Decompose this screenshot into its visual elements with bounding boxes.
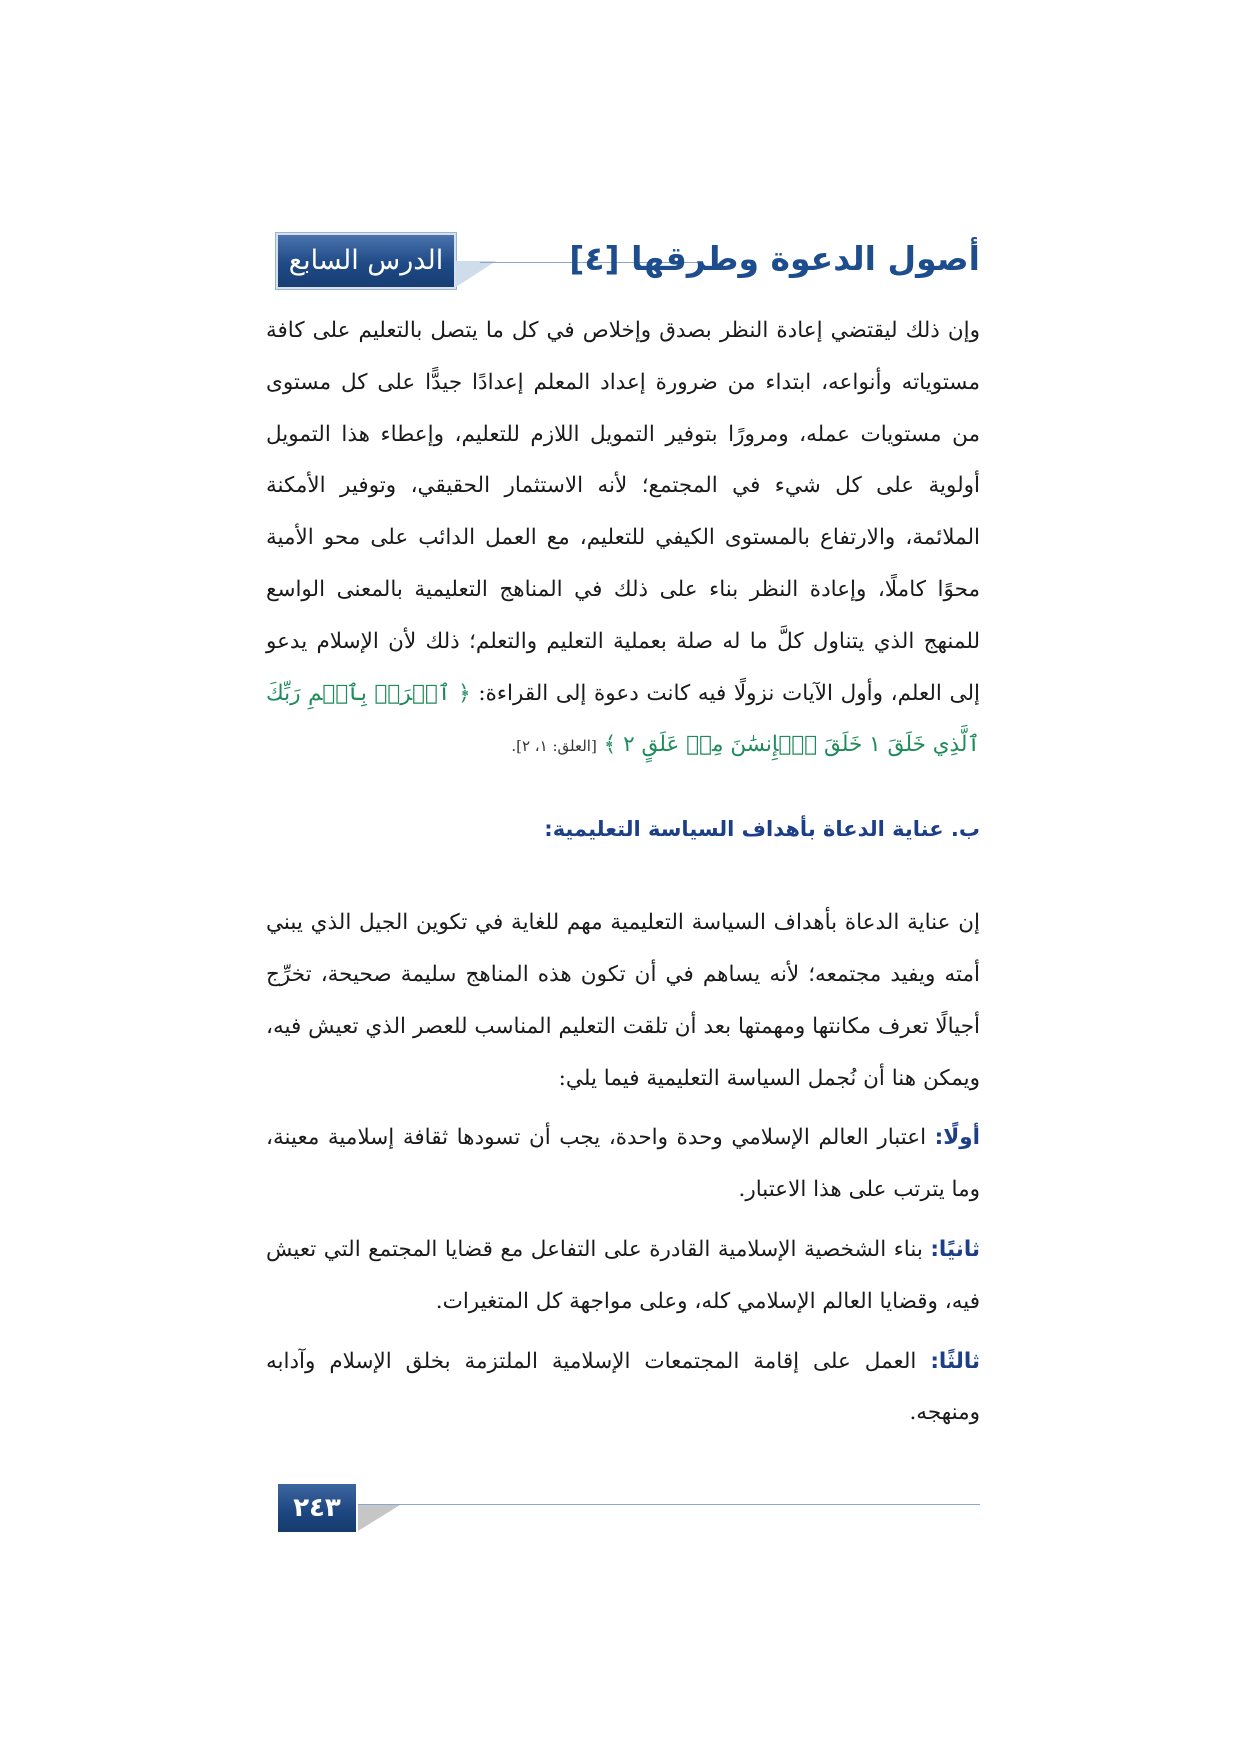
paragraph-1 bbox=[266, 305, 980, 773]
point-first bbox=[266, 1112, 980, 1216]
quran-verse: ﴿ ٱقۡرَأۡ بِٱسۡمِ رَبِّكَ ٱلَّذِي خَلَقَ ١ خَلَقَ ٱلۡإِنسَٰنَ مِنۡ عَلَقٍ ٢ ﴾ bbox=[266, 680, 980, 758]
footer-rule bbox=[358, 1504, 980, 1505]
point-third-text: العمل على إقامة المجتمعات الإسلامية الملتزمة بخلق الإسلام وآدابه ومنهجه. bbox=[266, 1348, 980, 1426]
spacer bbox=[266, 855, 980, 897]
lesson-badge-decoration bbox=[456, 261, 496, 287]
point-first-text: اعتبار العالم الإسلامي وحدة واحدة، يجب أن تسودها ثقافة إسلامية معينة، وما يترتب على هذا الاعتبار. bbox=[266, 1125, 980, 1203]
page-number: ٢٤٣ bbox=[278, 1484, 356, 1532]
paragraph-1-text: وإن ذلك ليقتضي إعادة النظر بصدق وإخلاص في كل ما يتصل بالتعليم على كافة مستوياته وأنواعه، ابتداء من ضرورة إعداد المعلم إعدادًا جيدًّا على كل مستوى من مستويات عمله، ومرورًا بتوفير التمويل اللازم للتعليم، وإعطاء هذا التمويل أولوية على كل شيء في المجتمع؛ لأنه الاستثمار الحقيقي، وتوفير الأمكنة الملائمة، والارتفاع بالمستوى الكيفي للتعليم، مع العمل الدائب على محو الأمية محوًا كاملًا، وإعادة النظر بناء على ذلك في المناهج التعليمية بالمعنى الواسع للمنهج الذي يتناول كلَّ ما له صلة بعملية التعليم والتعلم؛ ذلك لأن الإسلام يدعو إلى العلم، وأول الآيات نزولًا فيه كانت دعوة إلى القراءة: bbox=[266, 318, 981, 706]
page-number-decoration bbox=[358, 1505, 400, 1531]
point-third-label: ثالثًا: bbox=[930, 1348, 980, 1374]
paragraph-2: إن عناية الدعاة بأهداف السياسة التعليمية مهم للغاية في تكوين الجيل الذي يبني أمته ويفيد مجتمعه؛ لأنه يساهم في أن تكون هذه المناهج سليمة صحيحة، تخرِّج أجيالًا تعرف مكانتها ومهمتها بعد أن تلقت التعليم المناسب للعصر الذي تعيش فيه، ويمكن هنا أن نُجمل السياسة التعليمية فيما يلي: bbox=[266, 910, 980, 1091]
verse-reference: [العلق: ١، ٢]. bbox=[511, 737, 597, 756]
section-subheading: ب. عناية الدعاة بأهداف السياسة التعليمية: bbox=[544, 817, 980, 842]
point-second bbox=[266, 1224, 980, 1328]
point-first-label: أولًا: bbox=[934, 1125, 980, 1151]
point-second-label: ثانيًا: bbox=[930, 1236, 980, 1262]
page-footer bbox=[278, 1484, 980, 1534]
point-second-text: بناء الشخصية الإسلامية القادرة على التفاعل مع قضايا المجتمع التي تعيش فيه، وقضايا العالم الإسلامي كله، وعلى مواجهة كل المتغيرات. bbox=[266, 1236, 980, 1314]
lesson-label-badge: الدرس السابع bbox=[276, 233, 456, 289]
page-content bbox=[266, 305, 980, 1439]
point-third bbox=[266, 1336, 980, 1440]
page-header bbox=[268, 228, 980, 290]
book-title: أصول الدعوة وطرقها [٤] bbox=[569, 239, 980, 278]
